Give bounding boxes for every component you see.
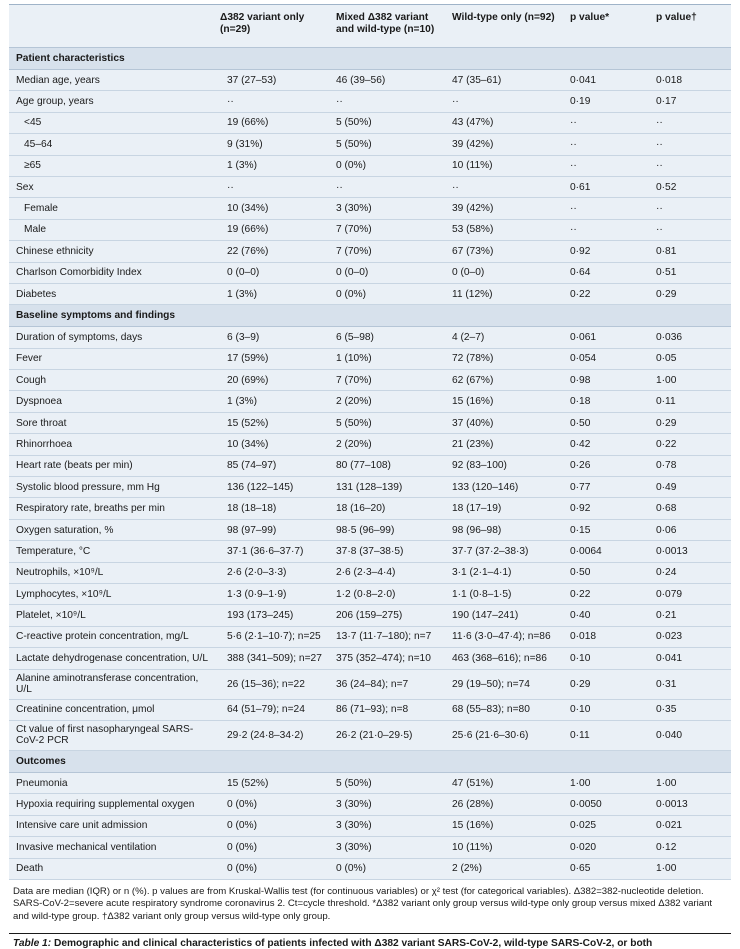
- cell-value: 0·12: [649, 837, 731, 858]
- cell-value: 0·31: [649, 669, 731, 699]
- cell-value: 0·65: [563, 858, 649, 879]
- cell-value: 0·50: [563, 562, 649, 583]
- characteristics-table: [9, 5, 731, 880]
- cell-value: 0·06: [649, 519, 731, 540]
- cell-value: 36 (24–84); n=7: [329, 669, 445, 699]
- cell-value: 193 (173–245): [213, 605, 329, 626]
- cell-value: 0·49: [649, 477, 731, 498]
- cell-value: 37 (27–53): [213, 70, 329, 91]
- cell-value: ··: [649, 198, 731, 219]
- row-label: Chinese ethnicity: [9, 241, 213, 262]
- table-row: [9, 669, 731, 699]
- section-title: Patient characteristics: [9, 48, 731, 70]
- cell-value: ··: [445, 176, 563, 197]
- cell-value: 0·64: [563, 262, 649, 283]
- header-label-column: [9, 5, 213, 48]
- cell-value: 0·025: [563, 815, 649, 836]
- cell-value: 4 (2–7): [445, 327, 563, 348]
- cell-value: 0·0013: [649, 794, 731, 815]
- cell-value: 131 (128–139): [329, 477, 445, 498]
- cell-value: 0·05: [649, 348, 731, 369]
- row-label: ≥65: [9, 155, 213, 176]
- cell-value: 64 (51–79); n=24: [213, 699, 329, 720]
- cell-value: 72 (78%): [445, 348, 563, 369]
- cell-value: ··: [563, 134, 649, 155]
- cell-value: 0·29: [649, 283, 731, 304]
- cell-value: 0 (0–0): [445, 262, 563, 283]
- cell-value: 0 (0–0): [329, 262, 445, 283]
- row-label: Invasive mechanical ventilation: [9, 837, 213, 858]
- row-label: Ct value of first nasopharyngeal SARS-CoV-2 PCR: [9, 720, 213, 750]
- cell-value: 37·7 (37·2–38·3): [445, 541, 563, 562]
- table-row: [9, 720, 731, 750]
- cell-value: 7 (70%): [329, 241, 445, 262]
- cell-value: 15 (52%): [213, 772, 329, 793]
- cell-value: 22 (76%): [213, 241, 329, 262]
- cell-value: 0·29: [649, 412, 731, 433]
- cell-value: 98 (97–99): [213, 519, 329, 540]
- cell-value: 7 (70%): [329, 219, 445, 240]
- cell-value: 20 (69%): [213, 370, 329, 391]
- cell-value: 26·2 (21·0–29·5): [329, 720, 445, 750]
- cell-value: 0·040: [649, 720, 731, 750]
- cell-value: 11 (12%): [445, 283, 563, 304]
- table-row: [9, 648, 731, 669]
- table-row: [9, 412, 731, 433]
- cell-value: 0·52: [649, 176, 731, 197]
- table-header-row: [9, 5, 731, 48]
- cell-value: 18 (18–18): [213, 498, 329, 519]
- cell-value: 1·2 (0·8–2·0): [329, 583, 445, 604]
- table-row: [9, 477, 731, 498]
- cell-value: 0·35: [649, 699, 731, 720]
- cell-value: 1·3 (0·9–1·9): [213, 583, 329, 604]
- table-row: [9, 772, 731, 793]
- cell-value: 2 (20%): [329, 434, 445, 455]
- table-row: [9, 91, 731, 112]
- table-row: [9, 176, 731, 197]
- cell-value: 0·036: [649, 327, 731, 348]
- cell-value: 0·92: [563, 498, 649, 519]
- row-label: Systolic blood pressure, mm Hg: [9, 477, 213, 498]
- row-label: Male: [9, 219, 213, 240]
- cell-value: 2 (2%): [445, 858, 563, 879]
- cell-value: ··: [649, 112, 731, 133]
- cell-value: 0·98: [563, 370, 649, 391]
- section-header-row: [9, 305, 731, 327]
- cell-value: ··: [649, 155, 731, 176]
- cell-value: ··: [649, 219, 731, 240]
- cell-value: 15 (16%): [445, 391, 563, 412]
- cell-value: 0 (0%): [213, 858, 329, 879]
- cell-value: 190 (147–241): [445, 605, 563, 626]
- cell-value: 0·11: [649, 391, 731, 412]
- header-wild-type-only: Wild-type only (n=92): [452, 12, 555, 23]
- cell-value: 0·78: [649, 455, 731, 476]
- cell-value: 0·061: [563, 327, 649, 348]
- row-label: 45–64: [9, 134, 213, 155]
- cell-value: 10 (34%): [213, 198, 329, 219]
- cell-value: 98·5 (96–99): [329, 519, 445, 540]
- cell-value: 1·00: [563, 772, 649, 793]
- cell-value: 0·42: [563, 434, 649, 455]
- row-label: Neutrophils, ×10⁹/L: [9, 562, 213, 583]
- cell-value: 0·81: [649, 241, 731, 262]
- cell-value: ··: [445, 91, 563, 112]
- cell-value: 0 (0%): [213, 837, 329, 858]
- cell-value: 98 (96–98): [445, 519, 563, 540]
- cell-value: 0·17: [649, 91, 731, 112]
- cell-value: 0·68: [649, 498, 731, 519]
- cell-value: 0·023: [649, 626, 731, 647]
- cell-value: 37·8 (37–38·5): [329, 541, 445, 562]
- cell-value: 3·1 (2·1–4·1): [445, 562, 563, 583]
- row-label: Lymphocytes, ×10⁹/L: [9, 583, 213, 604]
- header-p-value-star: p value*: [570, 12, 610, 23]
- cell-value: 0·22: [649, 434, 731, 455]
- cell-value: 133 (120–146): [445, 477, 563, 498]
- row-label: Duration of symptoms, days: [9, 327, 213, 348]
- row-label: Fever: [9, 348, 213, 369]
- row-label: C-reactive protein concentration, mg/L: [9, 626, 213, 647]
- cell-value: ··: [563, 198, 649, 219]
- table-row: [9, 455, 731, 476]
- cell-value: 0 (0%): [329, 283, 445, 304]
- row-label: Respiratory rate, breaths per min: [9, 498, 213, 519]
- cell-value: 5 (50%): [329, 134, 445, 155]
- cell-value: 7 (70%): [329, 370, 445, 391]
- caption-text: Demographic and clinical characteristics of patients infected with Δ382 variant SARS-CoV-2, wild-type SARS-CoV-2, or both: [51, 937, 653, 949]
- table-row: [9, 370, 731, 391]
- section-header-row: [9, 48, 731, 70]
- cell-value: 53 (58%): [445, 219, 563, 240]
- cell-value: 47 (51%): [445, 772, 563, 793]
- table-footnote: Data are median (IQR) or n (%). p values are from Kruskal-Wallis test (for continuous variables) or χ² test (for categorical variables). Δ382=382-nucleotide deletion. SARS-CoV-2=severe acute respiratory syndrome coronavirus 2. Ct=cycle threshold. *Δ382 variant only group versus wild-type only group versus mixed Δ382 variant and wild-type group. †Δ382 variant only group versus wild-type only group.: [13, 885, 713, 923]
- cell-value: 21 (23%): [445, 434, 563, 455]
- row-label: Sore throat: [9, 412, 213, 433]
- table-row: [9, 837, 731, 858]
- cell-value: 39 (42%): [445, 134, 563, 155]
- row-label: Temperature, °C: [9, 541, 213, 562]
- cell-value: 0 (0%): [213, 815, 329, 836]
- cell-value: 463 (368–616); n=86: [445, 648, 563, 669]
- cell-value: 1·00: [649, 858, 731, 879]
- table-row: [9, 219, 731, 240]
- cell-value: ··: [329, 91, 445, 112]
- cell-value: 0·10: [563, 648, 649, 669]
- table-row: [9, 241, 731, 262]
- cell-value: 46 (39–56): [329, 70, 445, 91]
- cell-value: 80 (77–108): [329, 455, 445, 476]
- table-row: [9, 605, 731, 626]
- cell-value: 62 (67%): [445, 370, 563, 391]
- cell-value: 1 (3%): [213, 283, 329, 304]
- cell-value: 29 (19–50); n=74: [445, 669, 563, 699]
- cell-value: 47 (35–61): [445, 70, 563, 91]
- row-label: Hypoxia requiring supplemental oxygen: [9, 794, 213, 815]
- cell-value: 68 (55–83); n=80: [445, 699, 563, 720]
- cell-value: 0 (0%): [213, 794, 329, 815]
- cell-value: 86 (71–93); n=8: [329, 699, 445, 720]
- cell-value: 0·021: [649, 815, 731, 836]
- cell-value: 1·00: [649, 370, 731, 391]
- cell-value: 0·19: [563, 91, 649, 112]
- row-label: Intensive care unit admission: [9, 815, 213, 836]
- row-label: Creatinine concentration, μmol: [9, 699, 213, 720]
- table-row: [9, 562, 731, 583]
- cell-value: ··: [563, 155, 649, 176]
- cell-value: 3 (30%): [329, 837, 445, 858]
- cell-value: 0·40: [563, 605, 649, 626]
- cell-value: 10 (11%): [445, 837, 563, 858]
- cell-value: 26 (28%): [445, 794, 563, 815]
- cell-value: 0·041: [649, 648, 731, 669]
- cell-value: 0·054: [563, 348, 649, 369]
- cell-value: 0·22: [563, 583, 649, 604]
- cell-value: 1·00: [649, 772, 731, 793]
- cell-value: 9 (31%): [213, 134, 329, 155]
- section-header-row: [9, 750, 731, 772]
- cell-value: 6 (3–9): [213, 327, 329, 348]
- cell-value: ··: [329, 176, 445, 197]
- cell-value: 0·22: [563, 283, 649, 304]
- table-row: [9, 134, 731, 155]
- table-row: [9, 198, 731, 219]
- table-row: [9, 815, 731, 836]
- cell-value: 5 (50%): [329, 772, 445, 793]
- cell-value: 2·6 (2·3–4·4): [329, 562, 445, 583]
- row-label: Female: [9, 198, 213, 219]
- table-row: [9, 262, 731, 283]
- table-row: [9, 626, 731, 647]
- row-label: <45: [9, 112, 213, 133]
- cell-value: 26 (15–36); n=22: [213, 669, 329, 699]
- cell-value: 92 (83–100): [445, 455, 563, 476]
- cell-value: ··: [649, 134, 731, 155]
- cell-value: 206 (159–275): [329, 605, 445, 626]
- cell-value: 375 (352–474); n=10: [329, 648, 445, 669]
- table-row: [9, 327, 731, 348]
- cell-value: 15 (16%): [445, 815, 563, 836]
- row-label: Platelet, ×10⁹/L: [9, 605, 213, 626]
- cell-value: ··: [563, 219, 649, 240]
- table-row: [9, 434, 731, 455]
- cell-value: 10 (34%): [213, 434, 329, 455]
- cell-value: 0·020: [563, 837, 649, 858]
- row-label: Median age, years: [9, 70, 213, 91]
- cell-value: 0·29: [563, 669, 649, 699]
- header-p-value-dagger: p value†: [656, 12, 697, 23]
- cell-value: 1 (3%): [213, 155, 329, 176]
- cell-value: 25·6 (21·6–30·6): [445, 720, 563, 750]
- cell-value: 13·7 (11·7–180); n=7: [329, 626, 445, 647]
- cell-value: 0·77: [563, 477, 649, 498]
- cell-value: 3 (30%): [329, 794, 445, 815]
- table-row: [9, 498, 731, 519]
- row-label: Oxygen saturation, %: [9, 519, 213, 540]
- table-row: [9, 519, 731, 540]
- cell-value: 136 (122–145): [213, 477, 329, 498]
- cell-value: 0·079: [649, 583, 731, 604]
- cell-value: 388 (341–509); n=27: [213, 648, 329, 669]
- cell-value: 0·018: [649, 70, 731, 91]
- table-row: [9, 283, 731, 304]
- cell-value: 0·26: [563, 455, 649, 476]
- cell-value: 37·1 (36·6–37·7): [213, 541, 329, 562]
- cell-value: 0·24: [649, 562, 731, 583]
- cell-value: 85 (74–97): [213, 455, 329, 476]
- cell-value: 0·041: [563, 70, 649, 91]
- table-row: [9, 699, 731, 720]
- cell-value: 18 (16–20): [329, 498, 445, 519]
- row-label: Diabetes: [9, 283, 213, 304]
- cell-value: 1 (10%): [329, 348, 445, 369]
- table-row: [9, 70, 731, 91]
- table-row: [9, 541, 731, 562]
- section-title: Baseline symptoms and findings: [9, 305, 731, 327]
- cell-value: 0·21: [649, 605, 731, 626]
- cell-value: 0·0064: [563, 541, 649, 562]
- cell-value: 0 (0%): [329, 858, 445, 879]
- table-row: [9, 858, 731, 879]
- cell-value: 29·2 (24·8–34·2): [213, 720, 329, 750]
- section-title: Outcomes: [9, 750, 731, 772]
- row-label: Rhinorrhoea: [9, 434, 213, 455]
- row-label: Charlson Comorbidity Index: [9, 262, 213, 283]
- cell-value: 18 (17–19): [445, 498, 563, 519]
- cell-value: 6 (5–98): [329, 327, 445, 348]
- table-row: [9, 348, 731, 369]
- table-row: [9, 112, 731, 133]
- cell-value: 5·6 (2·1–10·7); n=25: [213, 626, 329, 647]
- row-label: Cough: [9, 370, 213, 391]
- row-label: Heart rate (beats per min): [9, 455, 213, 476]
- row-label: Alanine aminotransferase concentration, U/L: [9, 669, 213, 699]
- cell-value: 0·92: [563, 241, 649, 262]
- cell-value: 3 (30%): [329, 815, 445, 836]
- table-caption: [9, 933, 731, 949]
- cell-value: 0·61: [563, 176, 649, 197]
- cell-value: 67 (73%): [445, 241, 563, 262]
- cell-value: 5 (50%): [329, 412, 445, 433]
- table-row: [9, 155, 731, 176]
- cell-value: 0·10: [563, 699, 649, 720]
- table-row: [9, 583, 731, 604]
- table-row: [9, 794, 731, 815]
- cell-value: ··: [213, 91, 329, 112]
- cell-value: 0·18: [563, 391, 649, 412]
- cell-value: 1 (3%): [213, 391, 329, 412]
- cell-value: 3 (30%): [329, 198, 445, 219]
- table-body: [9, 48, 731, 880]
- row-label: Lactate dehydrogenase concentration, U/L: [9, 648, 213, 669]
- table-row: [9, 391, 731, 412]
- row-label: Dyspnoea: [9, 391, 213, 412]
- cell-value: 43 (47%): [445, 112, 563, 133]
- row-label: Sex: [9, 176, 213, 197]
- row-label: Pneumonia: [9, 772, 213, 793]
- cell-value: 11·6 (3·0–47·4); n=86: [445, 626, 563, 647]
- row-label: Death: [9, 858, 213, 879]
- cell-value: 0·50: [563, 412, 649, 433]
- cell-value: 0·0013: [649, 541, 731, 562]
- cell-value: 15 (52%): [213, 412, 329, 433]
- cell-value: 2·6 (2·0–3·3): [213, 562, 329, 583]
- cell-value: 2 (20%): [329, 391, 445, 412]
- table-container: [9, 4, 731, 880]
- cell-value: 19 (66%): [213, 219, 329, 240]
- cell-value: 10 (11%): [445, 155, 563, 176]
- header-delta382-only: Δ382 variant only (n=29): [220, 12, 305, 35]
- cell-value: 19 (66%): [213, 112, 329, 133]
- cell-value: 0 (0–0): [213, 262, 329, 283]
- cell-value: 1·1 (0·8–1·5): [445, 583, 563, 604]
- row-label: Age group, years: [9, 91, 213, 112]
- cell-value: 0·51: [649, 262, 731, 283]
- cell-value: 37 (40%): [445, 412, 563, 433]
- cell-value: 0·15: [563, 519, 649, 540]
- cell-value: 0 (0%): [329, 155, 445, 176]
- cell-value: ··: [563, 112, 649, 133]
- caption-label: Table 1:: [13, 937, 52, 949]
- cell-value: 0·11: [563, 720, 649, 750]
- cell-value: 17 (59%): [213, 348, 329, 369]
- header-mixed: Mixed Δ382 variant and wild-type (n=10): [336, 12, 435, 35]
- cell-value: ··: [213, 176, 329, 197]
- cell-value: 39 (42%): [445, 198, 563, 219]
- cell-value: 0·0050: [563, 794, 649, 815]
- cell-value: 5 (50%): [329, 112, 445, 133]
- cell-value: 0·018: [563, 626, 649, 647]
